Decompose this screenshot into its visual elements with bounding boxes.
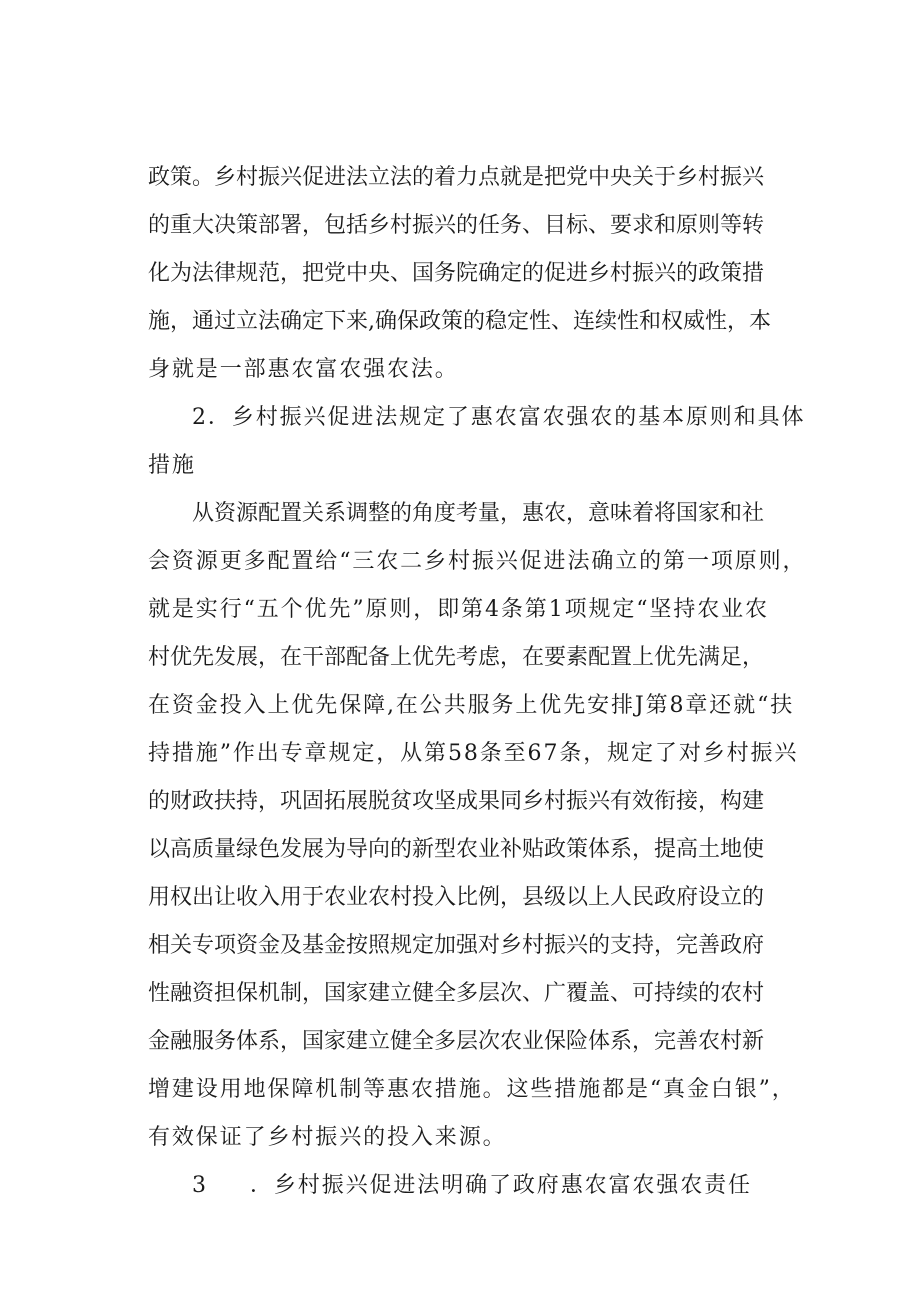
para2-line-3: 就是实行“五个优先”原则，即第4条第1项规定“坚持农业农 (148, 597, 769, 622)
heading2-line-1: 2．乡村振兴促进法规定了惠农富农强农的基本原则和具体 (192, 405, 806, 430)
para1-line-2: 的重大决策部署，包括乡村振兴的任务、目标、要求和原则等转 (148, 213, 765, 238)
para2-line-8: 以高质量绿色发展为导向的新型农业补贴政策体系，提高土地使 (148, 837, 765, 862)
para2-line-10: 相关专项资金及基金按照规定加强对乡村振兴的支持，完善政府 (148, 933, 765, 958)
para2-line-11: 性融资担保机制，国家建立健全多层次、广覆盖、可持续的农村 (148, 981, 765, 1006)
para2-line-4: 村优先发展，在干部配备上优先考虑，在要素配置上优先满足， (148, 645, 765, 670)
para2-line-9: 用权出让收入用于农业农村投入比例，县级以上人民政府设立的 (148, 885, 765, 910)
para2-line-5: 在资金投入上优先保障,在公共服务上优先安排J第8章还就“扶 (148, 693, 795, 718)
heading2-line-2: 措施 (148, 453, 196, 478)
para2-line-6: 持措施”作出专章规定，从第58条至67条，规定了对乡村振兴 (148, 741, 799, 766)
para2-line-7: 的财政扶持，巩固拓展脱贫攻坚成果同乡村振兴有效衔接，构建 (148, 789, 765, 814)
para1-line-4: 施，通过立法确定下来,确保政策的稳定性、连续性和权威性，本 (148, 309, 771, 334)
para2-line-1: 从资源配置关系调整的角度考量，惠农，意味着将国家和社 (192, 501, 765, 526)
heading3-number: 3 (192, 1173, 208, 1198)
para1-line-3: 化为法律规范，把党中央、国务院确定的促进乡村振兴的政策措 (148, 261, 765, 286)
para1-line-1: 政策。乡村振兴促进法立法的着力点就是把党中央关于乡村振兴 (148, 165, 765, 190)
para2-line-14: 有效保证了乡村振兴的投入来源。 (148, 1125, 507, 1150)
para2-line-13: 增建设用地保障机制等惠农措施。这些措施都是“真金白银”， (148, 1077, 796, 1102)
heading3-text: ．乡村振兴促进法明确了政府惠农富农强农责任 (250, 1173, 752, 1198)
para1-line-5: 身就是一部惠农富农强农法。 (148, 357, 459, 382)
para2-line-12: 金融服务体系，国家建立健全多层次农业保险体系，完善农村新 (148, 1029, 765, 1054)
para2-line-2: 会资源更多配置给“三农二乡村振兴促进法确立的第一项原则， (148, 549, 807, 574)
